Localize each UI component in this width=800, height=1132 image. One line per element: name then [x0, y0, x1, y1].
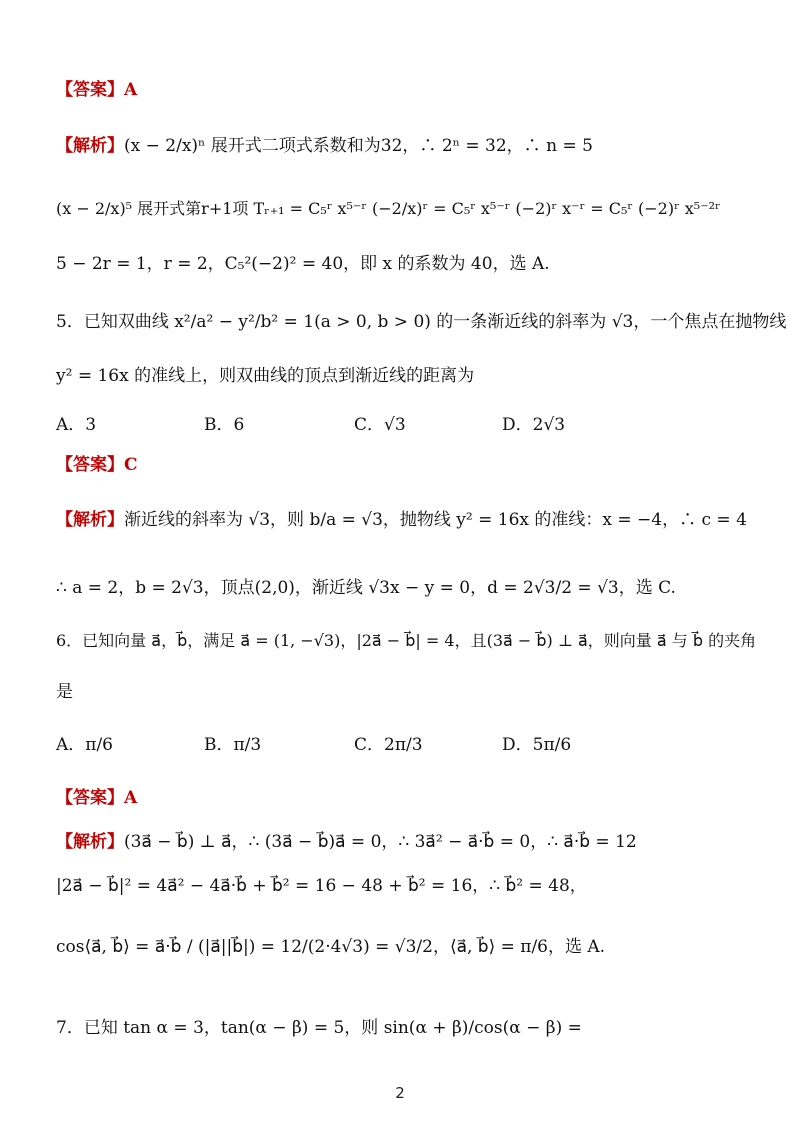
q5-option-c: C．√3 [354, 415, 406, 435]
q5-answer-label: 【答案】 [56, 455, 124, 475]
q4-analysis-label: 【解析】 [56, 136, 124, 156]
q5-stem-line1: 5．已知双曲线 x²/a² − y²/b² = 1(a > 0, b > 0) 的一条渐近线的斜率为 √3，一个焦点在抛物线 [56, 312, 787, 332]
q4-analysis-line3: 5 − 2r = 1，r = 2，C₅²(−2)² = 40，即 x 的系数为 40，选 A. [56, 254, 550, 274]
q5-option-a: A．3 [56, 415, 97, 435]
q5-analysis-line2: ∴ a = 2，b = 2√3，顶点(2,0)，渐近线 √3x − y = 0，d = 2√3/2 = √3，选 C. [56, 578, 676, 598]
q6-answer [56, 786, 760, 810]
q4-answer-label: 【答案】 [56, 80, 124, 100]
q6-answer-label: 【答案】 [56, 788, 124, 808]
q5-option-d: D．2√3 [502, 415, 566, 435]
q6-answer-value: A [124, 788, 138, 808]
q5-analysis-text1: 渐近线的斜率为 √3，则 b/a = √3，抛物线 y² = 16x 的准线：x = −4，∴ c = 4 [124, 510, 747, 530]
q4-answer [56, 78, 760, 102]
q5-answer [56, 453, 760, 477]
q6-stem-line1: 6．已知向量 a⃗，b⃗，满足 a⃗ = (1, −√3)，|2a⃗ − b⃗| = 4，且(3a⃗ − b⃗) ⊥ a⃗，则向量 a⃗ 与 b⃗ 的夹角 [56, 631, 757, 650]
page-number: 2 [395, 1084, 405, 1102]
q7-stem-line1: 7．已知 tan α = 3，tan(α − β) = 5，则 sin(α + β)/cos(α − β) = [56, 1018, 582, 1038]
q5-answer-value: C [124, 455, 138, 475]
q6-option-d: D．5π/6 [502, 735, 572, 755]
q6-option-c: C．2π/3 [354, 735, 423, 755]
q4-answer-value: A [124, 80, 138, 100]
q6-option-a: A．π/6 [56, 735, 113, 755]
q6-analysis-line1 [56, 830, 760, 854]
q6-analysis-label: 【解析】 [56, 832, 124, 852]
q6-analysis-line3: cos⟨a⃗, b⃗⟩ = a⃗·b⃗ / (|a⃗||b⃗|) = 12/(2·4√3) = √3/2，⟨a⃗, b⃗⟩ = π/6，选 A. [56, 937, 606, 957]
q4-analysis-line2: (x − 2/x)⁵ 展开式第r+1项 Tᵣ₊₁ = C₅ʳ x⁵⁻ʳ (−2/x)ʳ = C₅ʳ x⁵⁻ʳ (−2)ʳ x⁻ʳ = C₅ʳ (−2)ʳ x⁵⁻²ʳ [56, 199, 721, 218]
q6-option-b: B．π/3 [204, 735, 262, 755]
q5-analysis-line1 [56, 508, 760, 532]
q5-stem-line2: y² = 16x 的准线上，则双曲线的顶点到渐近线的距离为 [56, 366, 475, 386]
q5-analysis-label: 【解析】 [56, 510, 124, 530]
q6-analysis-text1: (3a⃗ − b⃗) ⊥ a⃗，∴ (3a⃗ − b⃗)a⃗ = 0，∴ 3a⃗² − a⃗·b⃗ = 0，∴ a⃗·b⃗ = 12 [124, 832, 637, 852]
q6-stem-line2: 是 [56, 682, 73, 702]
q6-analysis-line2: |2a⃗ − b⃗|² = 4a⃗² − 4a⃗·b⃗ + b⃗² = 16 − 48 + b⃗² = 16，∴ b⃗² = 48， [56, 876, 587, 896]
q5-option-b: B．6 [204, 415, 245, 435]
q4-analysis-text1: (x − 2/x)ⁿ 展开式二项式系数和为32，∴ 2ⁿ = 32，∴ n = 5 [124, 136, 593, 156]
q4-analysis-line1 [56, 134, 760, 158]
